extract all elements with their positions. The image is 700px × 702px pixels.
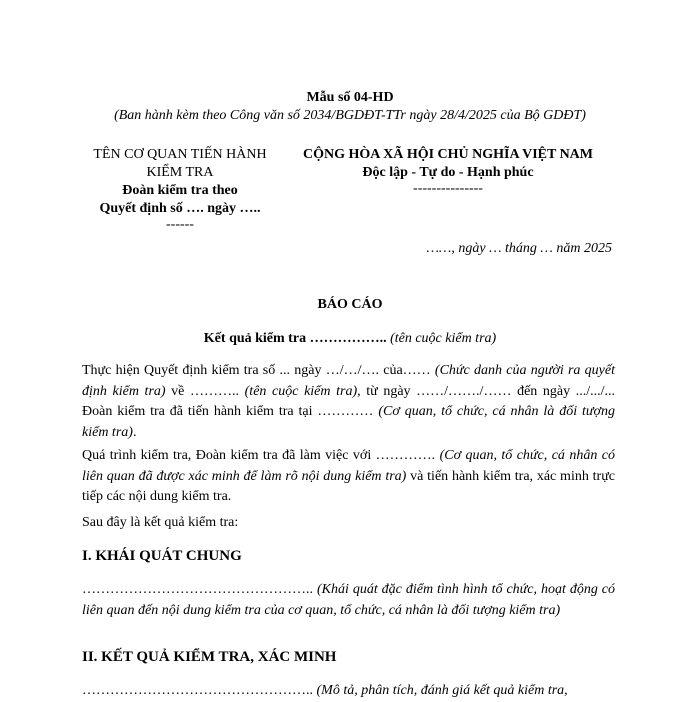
section-2-body [82,681,615,702]
section-1-heading: I. KHÁI QUÁT CHUNG [82,548,242,564]
p2-italic-1: (Cơ quan, tổ chức, cá nhân có liên quan đã được xác minh để làm rõ nội dung kiểm tra) [82,448,615,484]
national-separator: --------------- [413,181,483,196]
p1-text-3: , từ ngày ……/……./…… đến ngày .../.../... Đoàn kiểm tra đã tiến hành kiểm tra tại ………… [82,383,616,419]
agency-block [70,146,290,232]
section-2-note: (Mô tả, phân tích, đánh giá kết quả kiểm tra, [316,683,568,698]
report-title: BÁO CÁO [317,297,383,312]
section-1-dots: ………………………………………….. [82,582,317,597]
p2-text-2: và tiến hành kiểm tra, xác minh trực tiếp các nội dung kiểm tra. [82,468,615,504]
agency-line-3: Đoàn kiểm tra theo [122,183,238,198]
national-title: CỘNG HÒA XÃ HỘI CHỦ NGHĨA VIỆT NAM [302,147,593,162]
form-header [0,89,700,125]
paragraph-process [82,446,615,508]
subtitle-note: (tên cuộc kiểm tra) [390,331,497,346]
section-1-body [82,580,615,621]
p2-text-1: Quá trình kiểm tra, Đoàn kiểm tra đã làm việc với …………. [82,448,440,463]
section-2-dots: ………………………………………….. [82,683,317,698]
section-1-note: (Khái quát đặc điểm tình hình tổ chức, hoạt động có liên quan đến nội dung kiểm tra của cơ quan, tổ chức, cá nhân là đối tượng kiểm tra) [82,582,616,618]
national-block [283,146,613,196]
issued-note: (Ban hành kèm theo Công văn số 2034/BGDĐT-TTr ngày 28/4/2025 của Bộ GDĐT) [114,108,586,123]
p1-italic-1: (Chức danh của người ra quyết định kiểm tra) [82,363,615,399]
p1-italic-2: (tên cuộc kiểm tra) [244,383,358,399]
paragraph-intro [82,361,615,443]
agency-line-2: KIỂM TRA [146,165,214,180]
agency-line-1: TÊN CƠ QUAN TIẾN HÀNH [93,147,267,162]
agency-separator: ------ [166,217,194,232]
p1-text-1: Thực hiện Quyết định kiểm tra số ... ngày …/…/…. của…… [82,363,435,378]
report-subtitle [0,330,700,348]
national-motto: Độc lập - Tự do - Hạnh phúc [362,165,534,180]
date-line: ……, ngày … tháng … năm 2025 [426,241,612,256]
p1-italic-3: (Cơ quan, tổ chức, cá nhân là đối tượng kiểm tra) [82,404,615,440]
subtitle-text: Kết quả kiểm tra …………….. [203,331,391,346]
p1-text-4: . [132,424,137,440]
section-2-heading: II. KẾT QUẢ KIỂM TRA, XÁC MINH [82,649,337,665]
form-number: Mẫu số 04-HD [306,90,394,105]
paragraph-results-intro: Sau đây là kết quả kiểm tra: [82,515,239,530]
p1-text-2: về ……….. [165,383,245,399]
agency-line-4: Quyết định số …. ngày ….. [99,201,261,216]
